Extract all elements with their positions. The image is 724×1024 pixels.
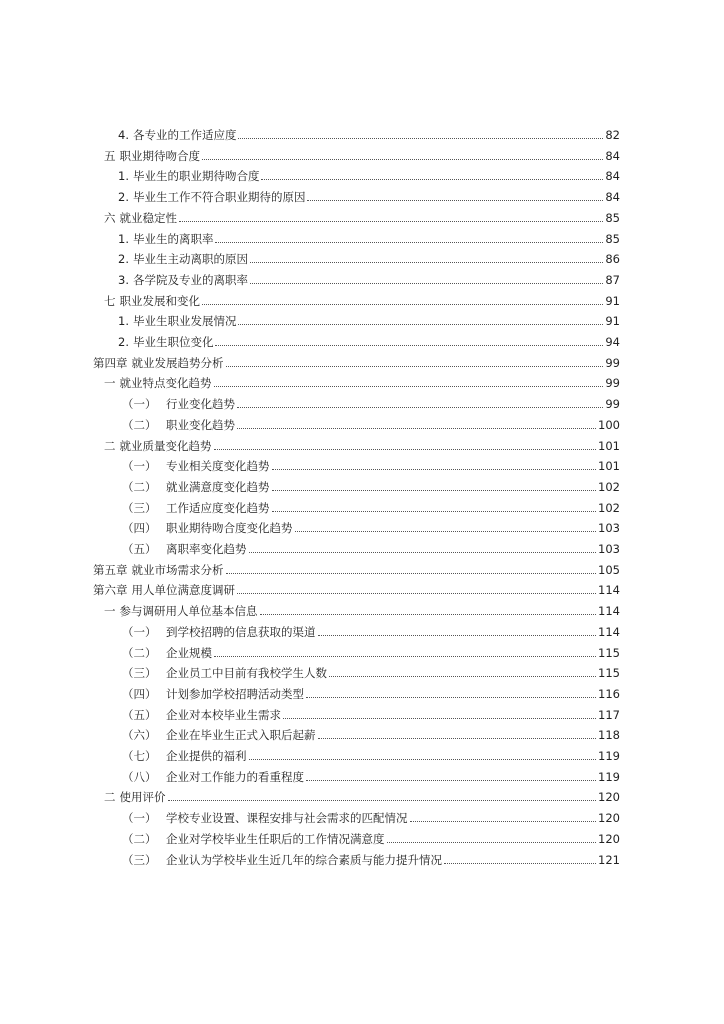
toc-entry[interactable] (122, 702, 620, 722)
toc-entry-title: 就业满意度变化趋势 (166, 479, 270, 494)
toc-entry-page-number: 103 (598, 521, 620, 536)
dot-leader (237, 428, 596, 429)
dot-leader (237, 407, 603, 408)
toc-entry-title: 行业变化趋势 (166, 397, 235, 412)
toc-entry-title: 企业在毕业生正式入职后起薪 (166, 728, 316, 743)
toc-entry-page-number: 101 (598, 459, 620, 474)
dot-leader (214, 386, 604, 387)
toc-entry[interactable] (122, 847, 620, 867)
toc-entry[interactable] (122, 805, 620, 825)
toc-entry[interactable] (104, 433, 620, 453)
toc-entry-page-number: 91 (605, 314, 620, 329)
toc-entry-title: 企业员工中目前有我校学生人数 (166, 666, 327, 681)
dot-leader (261, 179, 603, 180)
toc-entry-page-number: 91 (605, 293, 620, 308)
dot-leader (249, 552, 597, 553)
toc-entry[interactable] (122, 412, 620, 432)
toc-entry-title: 企业提供的福利 (166, 749, 247, 763)
toc-entry-number: （三） (122, 666, 157, 681)
toc-entry-number: （七） (122, 749, 157, 763)
toc-entry-title: 参与调研用人单位基本信息 (119, 604, 258, 619)
toc-entry-number: 1. (118, 231, 129, 246)
toc-entry-number: （三） (122, 852, 157, 867)
dot-leader (215, 242, 603, 243)
toc-entry[interactable] (104, 143, 620, 163)
toc-entry-number: 二 (104, 790, 116, 805)
dot-leader (318, 738, 597, 739)
dot-leader (238, 138, 603, 139)
dot-leader (272, 469, 597, 470)
toc-entry[interactable] (118, 163, 620, 183)
toc-entry-number: （一） (122, 459, 157, 474)
toc-entry-number: 二 (104, 438, 116, 453)
toc-entry[interactable] (118, 246, 620, 266)
toc-entry-number: 六 (104, 210, 116, 225)
toc-entry-page-number: 118 (598, 728, 620, 743)
toc-entry-page-number: 119 (598, 769, 620, 784)
toc-entry-title: 就业特点变化趋势 (119, 376, 212, 391)
toc-entry[interactable] (122, 495, 620, 515)
dot-leader (237, 593, 596, 594)
dot-leader (202, 159, 603, 160)
toc-entry[interactable] (122, 640, 620, 660)
toc-entry-page-number: 119 (598, 749, 620, 763)
toc-entry-page-number: 100 (598, 417, 620, 432)
toc-entry-title: 毕业生的离职率 (132, 231, 214, 246)
toc-entry-title: 毕业生职位变化 (132, 335, 214, 349)
toc-entry[interactable] (118, 226, 620, 246)
toc-entry-title: 就业质量变化趋势 (119, 438, 212, 453)
toc-entry-number: 2. (118, 190, 129, 205)
toc-entry-page-number: 121 (598, 852, 620, 867)
toc-entry-page-number: 84 (605, 169, 620, 184)
toc-entry[interactable] (118, 184, 620, 204)
toc-entry[interactable] (118, 329, 620, 349)
toc-entry-number: 第六章 (93, 583, 128, 598)
toc-entry[interactable] (122, 619, 620, 639)
dot-leader (250, 283, 603, 284)
dot-leader (329, 676, 596, 677)
dot-leader (179, 221, 603, 222)
toc-entry-page-number: 101 (598, 438, 620, 453)
dot-leader (307, 200, 603, 201)
toc-entry-number: 4. (118, 128, 129, 142)
dot-leader (295, 531, 597, 532)
toc-entry-title: 职业期待吻合度变化趋势 (166, 521, 293, 536)
toc-entry-number: 五 (104, 148, 116, 163)
toc-entry-title: 就业市场需求分析 (131, 562, 224, 577)
dot-leader (387, 842, 597, 843)
toc-entry-page-number: 120 (598, 811, 620, 826)
toc-entry-number: （四） (122, 686, 157, 701)
toc-entry-number: （二） (122, 417, 157, 432)
dot-leader (249, 759, 597, 760)
toc-entry-number: （一） (122, 624, 157, 639)
toc-entry-page-number: 120 (598, 831, 620, 846)
toc-entry-page-number: 85 (605, 210, 620, 225)
dot-leader (306, 697, 596, 698)
toc-entry-number: 2. (118, 252, 129, 267)
toc-entry-number: （六） (122, 728, 157, 743)
toc-entry[interactable] (104, 288, 620, 308)
toc-entry-title: 职业变化趋势 (166, 417, 235, 432)
toc-entry[interactable] (118, 308, 620, 328)
toc-entry-title: 企业对学校毕业生任职后的工作情况满意度 (166, 831, 385, 846)
toc-entry-page-number: 103 (598, 542, 620, 556)
toc-entry-number: （四） (122, 521, 157, 536)
toc-entry[interactable] (122, 536, 620, 556)
toc-entry-number: （五） (122, 707, 157, 722)
toc-entry-number: 3. (118, 272, 129, 287)
toc-entry[interactable] (122, 453, 620, 473)
toc-entry[interactable] (104, 370, 620, 390)
toc-entry[interactable] (122, 826, 620, 846)
toc-entry-page-number: 87 (605, 272, 620, 287)
toc-entry-number: （五） (122, 542, 157, 556)
toc-entry-title: 工作适应度变化趋势 (166, 500, 270, 515)
toc-entry-page-number: 114 (598, 583, 620, 598)
toc-entry-number: （三） (122, 500, 157, 515)
toc-entry-page-number: 99 (605, 355, 620, 370)
toc-entry-number: 一 (104, 604, 116, 619)
toc-entry-page-number: 99 (605, 376, 620, 391)
toc-entry-page-number: 102 (598, 479, 620, 494)
dot-leader (250, 262, 603, 263)
dot-leader (168, 800, 597, 801)
toc-entry-page-number: 116 (598, 686, 620, 701)
toc-entry-title: 就业稳定性 (119, 210, 177, 225)
toc-entry-title: 企业认为学校毕业生近几年的综合素质与能力提升情况 (166, 852, 442, 867)
toc-entry-title: 专业相关度变化趋势 (166, 459, 270, 474)
dot-leader (306, 780, 596, 781)
toc-entry-page-number: 99 (605, 397, 620, 412)
toc-entry-title: 职业期待吻合度 (119, 148, 200, 163)
toc-entry-page-number: 105 (598, 562, 620, 577)
toc-entry[interactable] (122, 515, 620, 535)
toc-entry-number: （一） (122, 397, 157, 412)
toc-entry-number: （二） (122, 479, 157, 494)
toc-entry-number: 一 (104, 376, 116, 391)
dot-leader (260, 614, 597, 615)
toc-entry-title: 职业发展和变化 (119, 293, 200, 308)
toc-entry[interactable] (122, 681, 620, 701)
toc-entry-title: 毕业生的职业期待吻合度 (132, 169, 260, 184)
toc-entry-page-number: 82 (605, 128, 620, 142)
toc-entry[interactable] (122, 722, 620, 742)
toc-entry-title: 企业规模 (166, 645, 212, 660)
toc-entry-page-number: 114 (598, 624, 620, 639)
toc-entry-title: 学校专业设置、课程安排与社会需求的匹配情况 (166, 811, 408, 826)
dot-leader (226, 366, 604, 367)
toc-entry[interactable] (122, 391, 620, 411)
toc-entry-page-number: 85 (605, 231, 620, 246)
dot-leader (444, 863, 596, 864)
toc-entry-page-number: 86 (605, 252, 620, 267)
toc-entry-page-number: 117 (598, 707, 620, 722)
toc-entry-number: （二） (122, 831, 157, 846)
toc-chapter-entry[interactable] (93, 557, 620, 577)
toc-entry[interactable] (118, 122, 620, 142)
toc-entry-page-number: 114 (598, 604, 620, 619)
toc-entry-title: 各学院及专业的离职率 (132, 272, 248, 287)
dot-leader (283, 718, 596, 719)
toc-entry-number: （二） (122, 645, 157, 660)
dot-leader (202, 304, 603, 305)
toc-entry[interactable] (122, 474, 620, 494)
toc-entry-page-number: 120 (598, 790, 620, 805)
toc-entry[interactable] (118, 267, 620, 287)
toc-entry-title: 毕业生主动离职的原因 (132, 252, 248, 267)
toc-entry-page-number: 115 (598, 666, 620, 681)
toc-entry-number: 第五章 (93, 562, 128, 577)
toc-entry[interactable] (122, 764, 620, 784)
toc-entry-title: 毕业生职业发展情况 (132, 314, 237, 329)
toc-entry-number: 七 (104, 293, 116, 308)
dot-leader (226, 573, 597, 574)
toc-entry-title: 计划参加学校招聘活动类型 (166, 686, 304, 701)
toc-chapter-entry[interactable] (93, 350, 620, 370)
toc-entry-page-number: 102 (598, 500, 620, 515)
dot-leader (238, 324, 603, 325)
toc-entry-title: 到学校招聘的信息获取的渠道 (166, 624, 316, 639)
dot-leader (318, 635, 597, 636)
dot-leader (272, 490, 597, 491)
toc-entry-title: 各专业的工作适应度 (132, 128, 237, 142)
toc-entry-title: 用人单位满意度调研 (131, 583, 235, 598)
toc-entry-page-number: 84 (605, 190, 620, 205)
dot-leader (215, 345, 603, 346)
toc-entry-title: 就业发展趋势分析 (131, 355, 224, 370)
toc-chapter-entry[interactable] (93, 577, 620, 597)
toc-entry[interactable] (122, 660, 620, 680)
toc-entry-number: 2. (118, 335, 129, 349)
toc-entry-page-number: 115 (598, 645, 620, 660)
dot-leader (214, 656, 596, 657)
toc-entry-number: 第四章 (93, 355, 128, 370)
dot-leader (272, 511, 597, 512)
toc-entry-number: （一） (122, 811, 157, 826)
dot-leader (410, 821, 597, 822)
toc-entry[interactable] (104, 205, 620, 225)
toc-entry-page-number: 94 (605, 335, 620, 349)
toc-entry-title: 企业对本校毕业生需求 (166, 707, 281, 722)
toc-entry-number: （八） (122, 769, 157, 784)
toc-entry-title: 离职率变化趋势 (166, 542, 247, 556)
toc-entry-title: 企业对工作能力的看重程度 (166, 769, 304, 784)
toc-entry-title: 毕业生工作不符合职业期待的原因 (132, 190, 306, 205)
toc-entry-number: 1. (118, 169, 129, 184)
toc-entry-title: 使用评价 (119, 790, 166, 805)
toc-entry[interactable] (104, 598, 620, 618)
toc-entry-number: 1. (118, 314, 129, 329)
toc-entry[interactable] (122, 743, 620, 763)
dot-leader (214, 449, 597, 450)
toc-entry-page-number: 84 (605, 148, 620, 163)
toc-entry[interactable] (104, 784, 620, 804)
